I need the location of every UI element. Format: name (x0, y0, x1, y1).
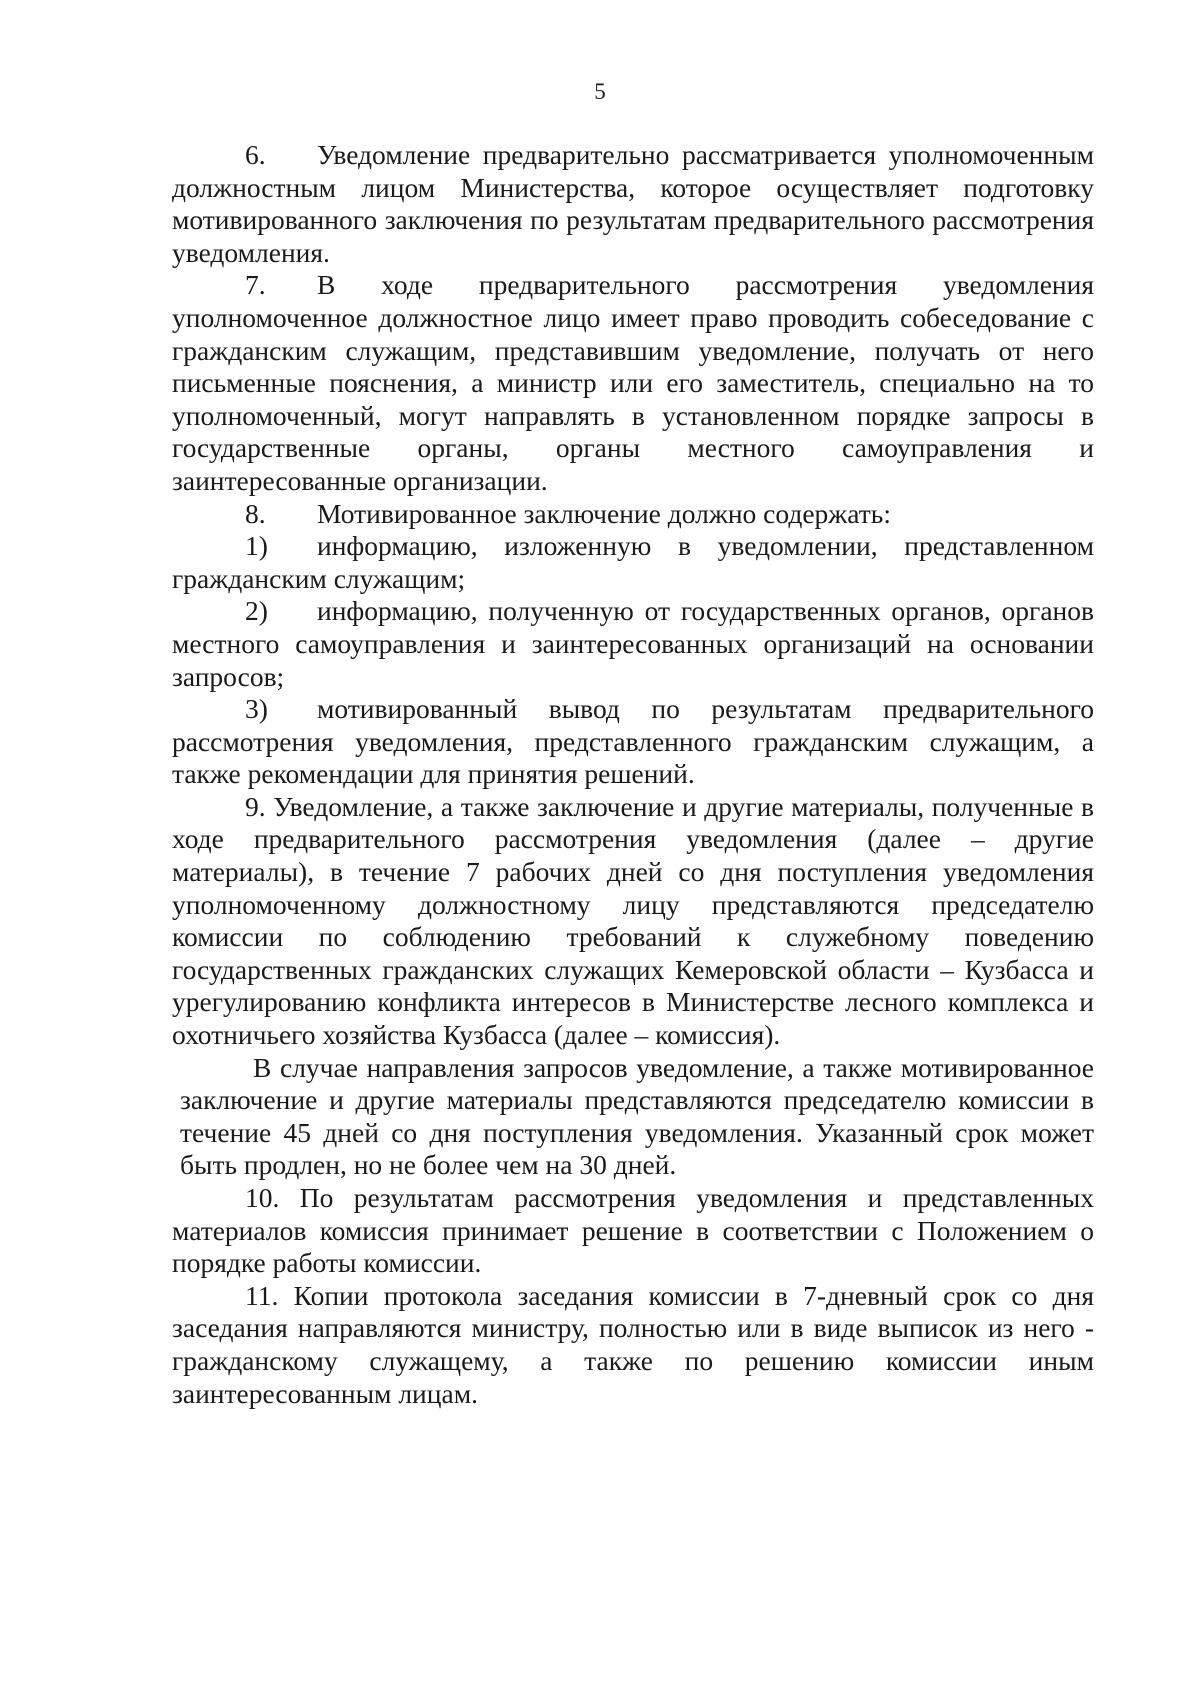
list-item-number: 2) (245, 595, 268, 627)
paragraph-number: 7. (245, 269, 266, 301)
list-item-1 (172, 530, 1094, 595)
paragraph-text: В случае направления запросов уведомление, а также мотивированное заключение и другие материалы представляются председателю комиссии в течение 45 дней со дня поступления уведомления. Указанный срок может быть продлен, но не более чем на 30 дней. (180, 1051, 1094, 1181)
list-item-3 (172, 693, 1094, 791)
paragraph-8 (172, 498, 1094, 531)
list-item-2 (172, 595, 1094, 693)
paragraph-6 (172, 139, 1094, 269)
document-body (172, 139, 1094, 1410)
paragraph-9 (172, 791, 1094, 1052)
paragraph-text: 11. Копии протокола заседания комиссии в 7-дневный срок со дня заседания направляются министру, полностью или в виде выписок из него - гражданскому служащему, а также по решению комиссии иным заинтересованным лицам. (172, 1279, 1094, 1409)
list-item-number: 3) (245, 693, 268, 725)
paragraph-text: Мотивированное заключение должно содержать: (317, 497, 891, 529)
list-item-text: мотивированный вывод по результатам предварительного рассмотрения уведомления, представленного гражданским служащим, а также рекомендации для принятия решений. (172, 693, 1094, 790)
paragraph-number: 6. (245, 139, 266, 170)
paragraph-text: Уведомление предварительно рассматривается уполномоченным должностным лицом Министерства, которое осуществляет подготовку мотивированного заключения по результатам предварительного рассмотрения уведомления. (172, 139, 1094, 268)
paragraph-text: В ходе предварительного рассмотрения уведомления уполномоченное должностное лицо имеет право проводить собеседование с гражданским служащим, представившим уведомление, получать от него письменные пояснения, а министр или его заместитель, специально на то уполномоченный, могут направлять в установленном порядке запросы в государственные органы, органы местного самоуправления и заинтересованные организации. (172, 269, 1094, 496)
paragraph-text: 10. По результатам рассмотрения уведомления и представленных материалов комиссия принимает решение в соответствии с Положением о порядке работы комиссии. (172, 1182, 1094, 1279)
paragraph-7 (172, 269, 1094, 497)
paragraph-10 (172, 1182, 1094, 1280)
list-item-number: 1) (245, 530, 268, 562)
paragraph-9-continuation (172, 1052, 1094, 1182)
list-item-text: информацию, полученную от государственных органов, органов местного самоуправления и заинтересованных организаций на основании запросов; (172, 595, 1094, 692)
paragraph-number: 8. (245, 497, 266, 529)
paragraph-text: 9. Уведомление, а также заключение и другие материалы, полученные в ходе предварительного рассмотрения уведомления (далее – другие материалы), в течение 7 рабочих дней со дня поступления уведомления уполномоченному должностному лицу представляются председателю комиссии по соблюдению требований к служебному поведению государственных гражданских служащих Кемеровской области – Кузбасса и урегулированию конфликта интересов в Министерстве лесного комплекса и охотничьего хозяйства Кузбасса (далее – комиссия). (172, 790, 1094, 1051)
paragraph-11 (172, 1280, 1094, 1410)
page-number: 5 (594, 79, 606, 104)
list-item-text: информацию, изложенную в уведомлении, представленном гражданским служащим; (172, 530, 1094, 594)
